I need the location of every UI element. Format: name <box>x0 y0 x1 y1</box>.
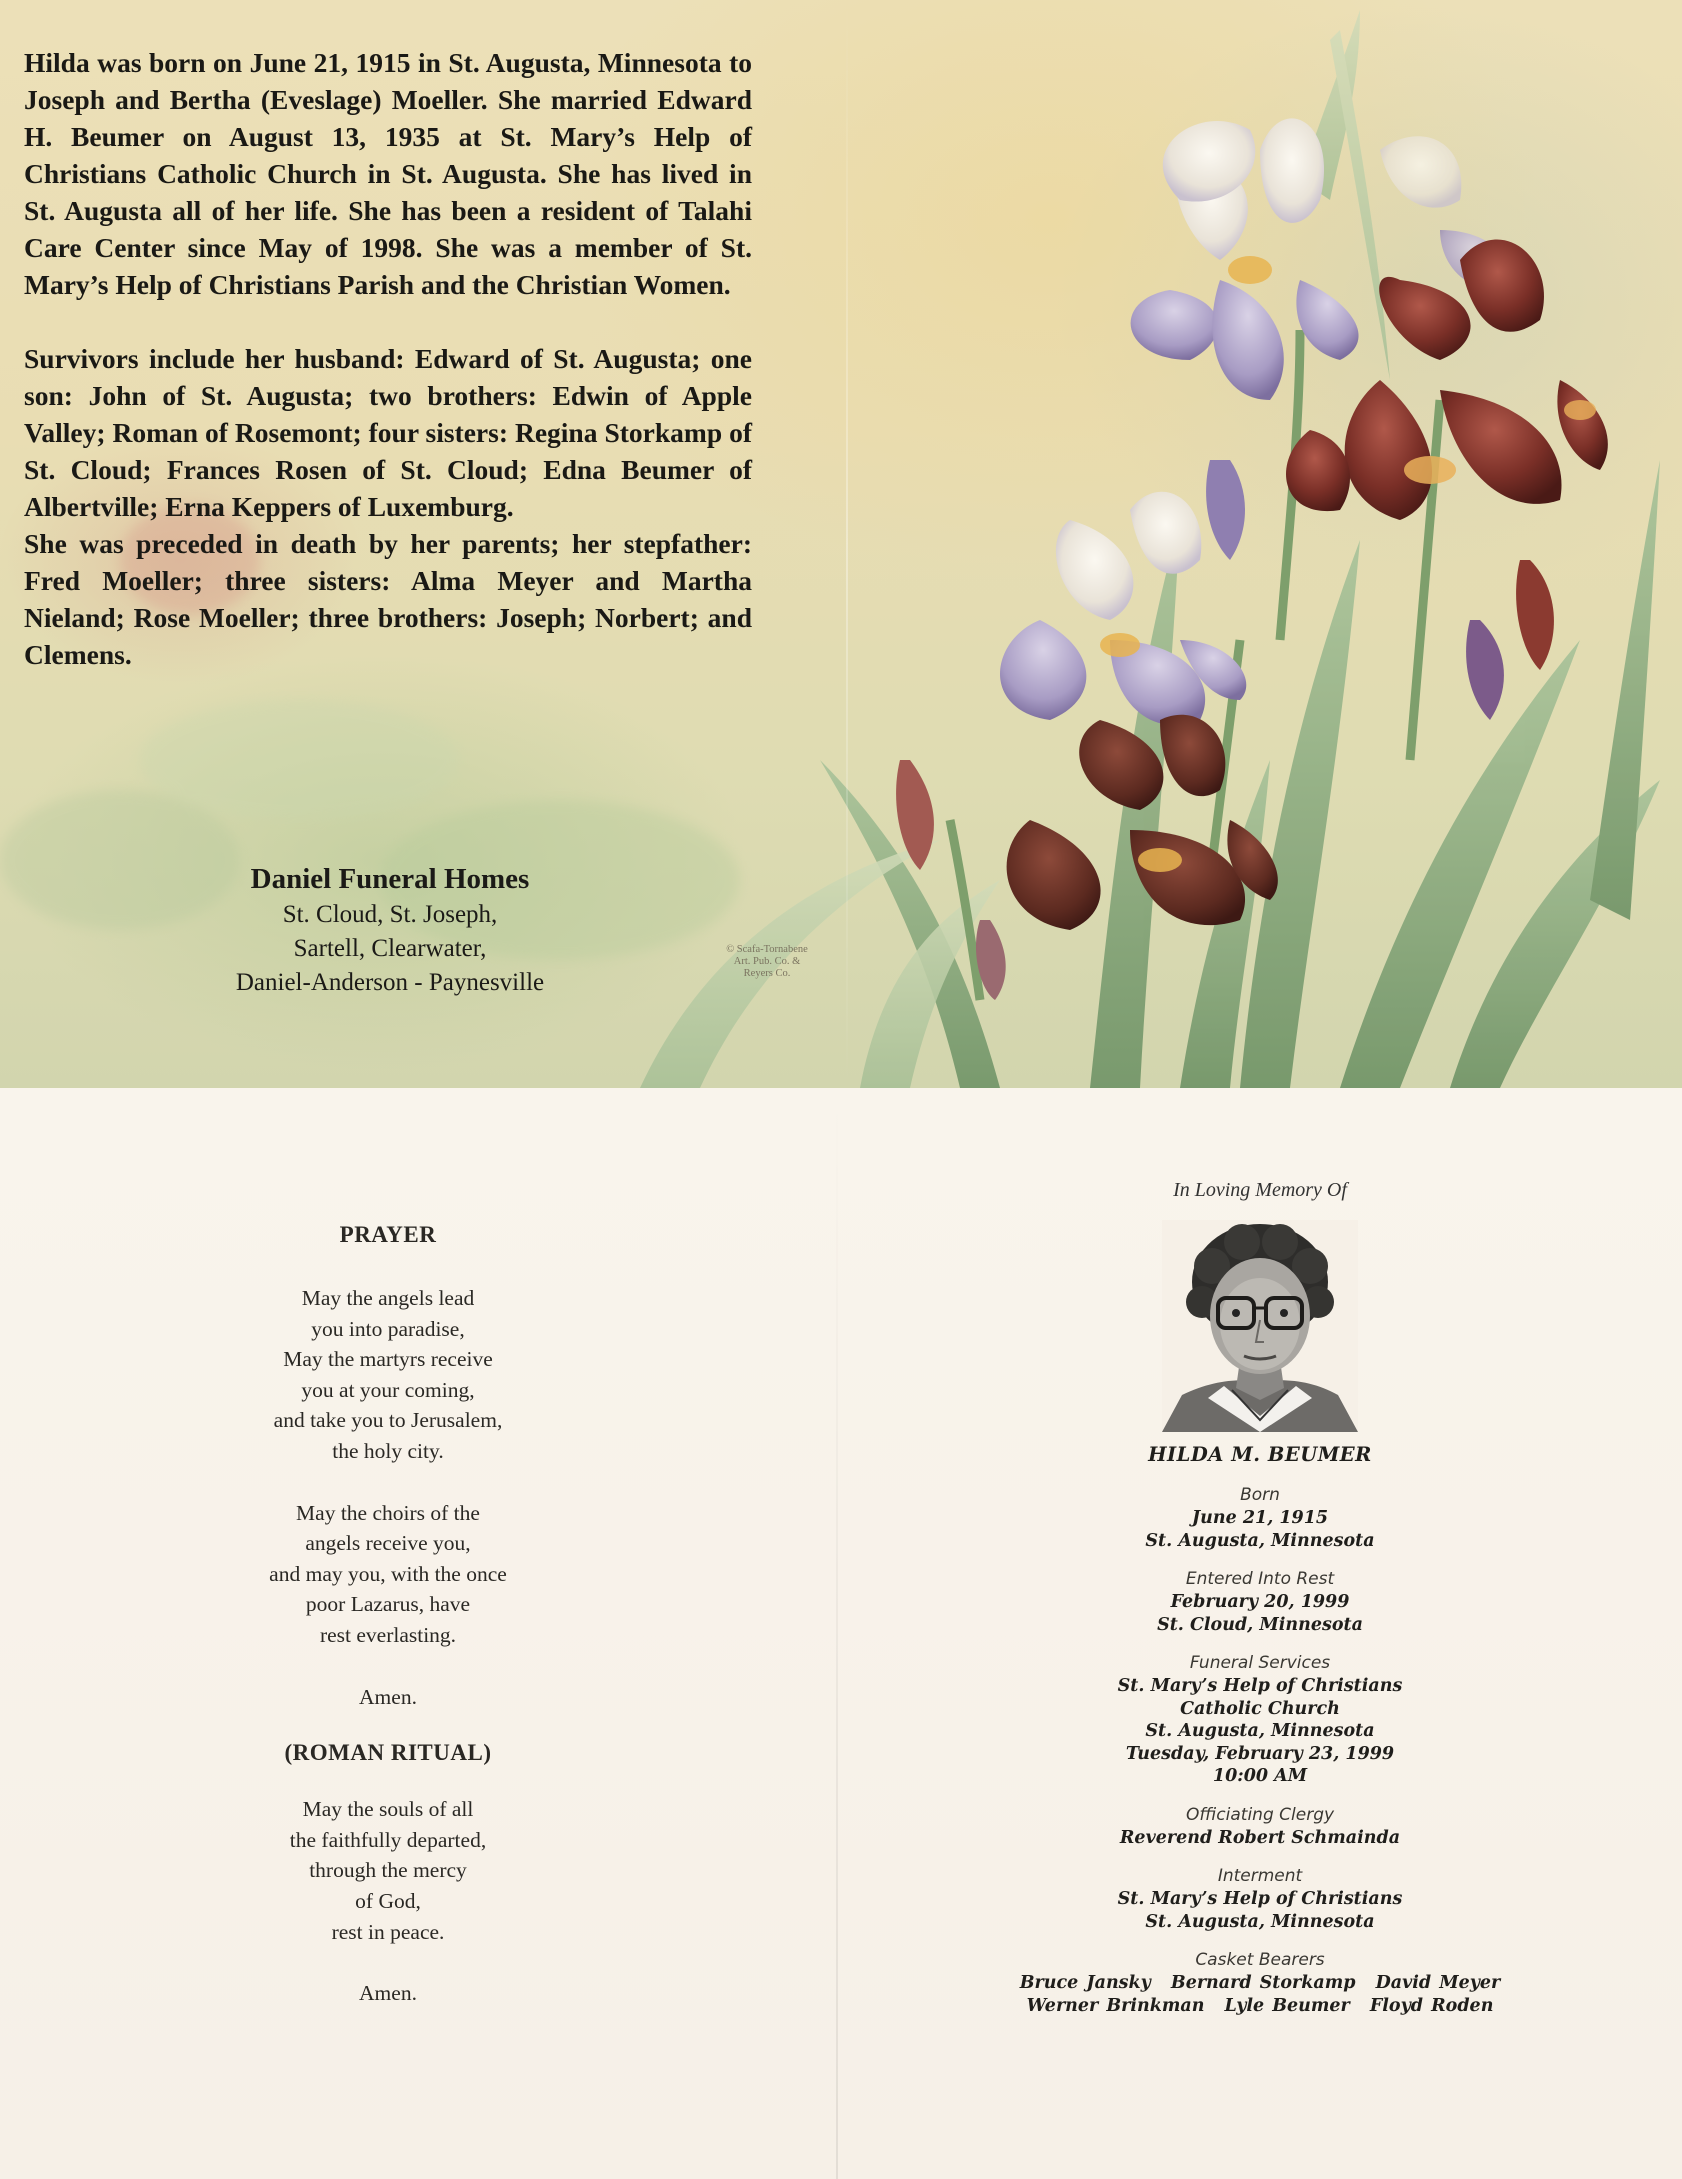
rest-place: St. Cloud, Minnesota <box>1157 1614 1363 1635</box>
funeral-home-location: Daniel-Anderson - Paynesville <box>235 969 545 996</box>
prayer-stanza <box>170 1498 606 1651</box>
prayer-column <box>170 1218 606 2009</box>
obituary-text <box>24 44 752 673</box>
prayer-line: May the angels lead <box>301 1286 475 1310</box>
bearer-name: Floyd Roden <box>1369 1995 1494 2016</box>
born-label: Born <box>1240 1485 1280 1505</box>
prayer-stanza <box>170 1283 606 1467</box>
prayer-line: rest in peace. <box>331 1919 445 1944</box>
artwork-copyright <box>712 944 822 980</box>
memorial-column <box>1000 1176 1520 2017</box>
services-date: Tuesday, February 23, 1999 <box>1125 1743 1395 1764</box>
interment-section <box>1000 1865 1520 1933</box>
fold-line <box>846 0 848 1088</box>
prayer-line: and take you to Jerusalem, <box>273 1408 503 1433</box>
bearers-row <box>1000 1972 1520 1995</box>
funeral-home-block <box>150 860 630 1000</box>
copyright-line: Reyers Co. <box>743 968 791 979</box>
born-place: St. Augusta, Minnesota <box>1145 1530 1375 1551</box>
portrait-icon <box>1162 1220 1358 1432</box>
bearer-name: Bruce Jansky <box>1019 1973 1151 1993</box>
prayer-heading: PRAYER <box>339 1222 437 1247</box>
interment-label: Interment <box>1217 1866 1303 1886</box>
prayer-line: poor Lazarus, have <box>305 1592 471 1617</box>
fold-line <box>836 1088 838 2179</box>
rest-label: Entered Into Rest <box>1185 1569 1335 1589</box>
prayer-line: and may you, with the once <box>269 1561 507 1586</box>
prayer-line: angels receive you, <box>305 1531 471 1556</box>
services-church: St. Mary’s Help of Christians <box>1117 1676 1403 1696</box>
prayer-line: May the souls of all <box>302 1797 474 1822</box>
services-church: Catholic Church <box>1180 1698 1340 1719</box>
bearer-name: Lyle Beumer <box>1224 1995 1350 2016</box>
services-place: St. Augusta, Minnesota <box>1145 1721 1375 1741</box>
obituary-paragraph: Hilda was born on June 21, 1915 in St. Augusta, Minnesota to Joseph and Bertha (Eveslage) Moeller. She married Edward H. Beumer on August 13, 1935 at St. Mary’s Help of Christians Catholic Church in St. Augusta. She has lived in St. Augusta all of her life. She has been a resident of Talahi Care Center since May of 1998. She was a member of St. Mary’s Help of Christians Parish and the Christian Women. <box>24 47 752 300</box>
memorial-intro: In Loving Memory Of <box>1173 1179 1347 1201</box>
born-section <box>1000 1484 1520 1552</box>
prayer-line: May the choirs of the <box>296 1500 480 1525</box>
obituary-paragraph: Survivors include her husband: Edward of St. Augusta; one son: John of St. Augusta; two brothers: Edwin of Apple Valley; Roman of Rosemont; four sisters: Regina Storkamp of St. Cloud; Frances Rosen of St. Cloud; Edna Beumer of Albertville; Erna Keppers of Luxemburg. <box>24 343 752 522</box>
born-date: June 21, 1915 <box>1191 1508 1329 1528</box>
prayer-line: May the martyrs receive <box>283 1347 493 1372</box>
bearers-row <box>1000 1995 1520 2018</box>
services-time: 10:00 AM <box>1212 1766 1308 1786</box>
copyright-line: © Scafa-Tornabene <box>726 944 808 955</box>
prayer-line: you into paradise, <box>311 1316 465 1341</box>
bearers-label: Casket Bearers <box>1195 1950 1325 1970</box>
funeral-home-location: Sartell, Clearwater, <box>293 935 487 962</box>
rest-section <box>1000 1568 1520 1636</box>
bearers-list <box>1000 1972 1520 2017</box>
services-section <box>1000 1652 1520 1788</box>
card-outside-panel <box>0 0 1682 1088</box>
prayer-line: the holy city. <box>332 1438 444 1463</box>
services-label: Funeral Services <box>1189 1653 1331 1673</box>
prayer-line: of God, <box>355 1888 421 1913</box>
prayer-line: rest everlasting. <box>319 1622 457 1647</box>
clergy-label: Officiating Clergy <box>1185 1804 1335 1825</box>
interment-church: St. Mary’s Help of Christians <box>1117 1889 1403 1909</box>
clergy-name: Reverend Robert Schmainda <box>1119 1827 1401 1848</box>
rest-date: February 20, 1999 <box>1170 1592 1350 1612</box>
copyright-line: Art. Pub. Co. & <box>733 956 801 967</box>
bearers-section <box>1000 1949 1520 2017</box>
prayer-stanza <box>170 1794 606 1947</box>
bearer-name: David Meyer <box>1375 1973 1501 1993</box>
prayer-line: through the mercy <box>309 1858 467 1883</box>
amen-line: Amen. <box>359 1684 417 1709</box>
portrait-photo <box>1162 1220 1358 1432</box>
prayer-line: you at your coming, <box>301 1377 475 1402</box>
bearer-name: Bernard Storkamp <box>1170 1973 1356 1993</box>
clergy-section <box>1000 1804 1520 1850</box>
funeral-home-location: St. Cloud, St. Joseph, <box>282 901 498 928</box>
interment-place: St. Augusta, Minnesota <box>1145 1911 1375 1932</box>
deceased-name: HILDA M. BEUMER <box>1148 1443 1372 1466</box>
ritual-heading: (ROMAN RITUAL) <box>284 1740 492 1766</box>
amen-line: Amen. <box>359 1981 417 2006</box>
prayer-line: the faithfully departed, <box>289 1827 487 1852</box>
bearer-name: Werner Brinkman <box>1026 1995 1205 2016</box>
obituary-paragraph: She was preceded in death by her parents; her stepfather: Fred Moeller; three sisters: Alma Meyer and Martha Nieland; Rose Moeller; three brothers: Joseph; Norbert; and Clemens. <box>24 528 752 670</box>
funeral-home-name: Daniel Funeral Homes <box>250 863 530 895</box>
